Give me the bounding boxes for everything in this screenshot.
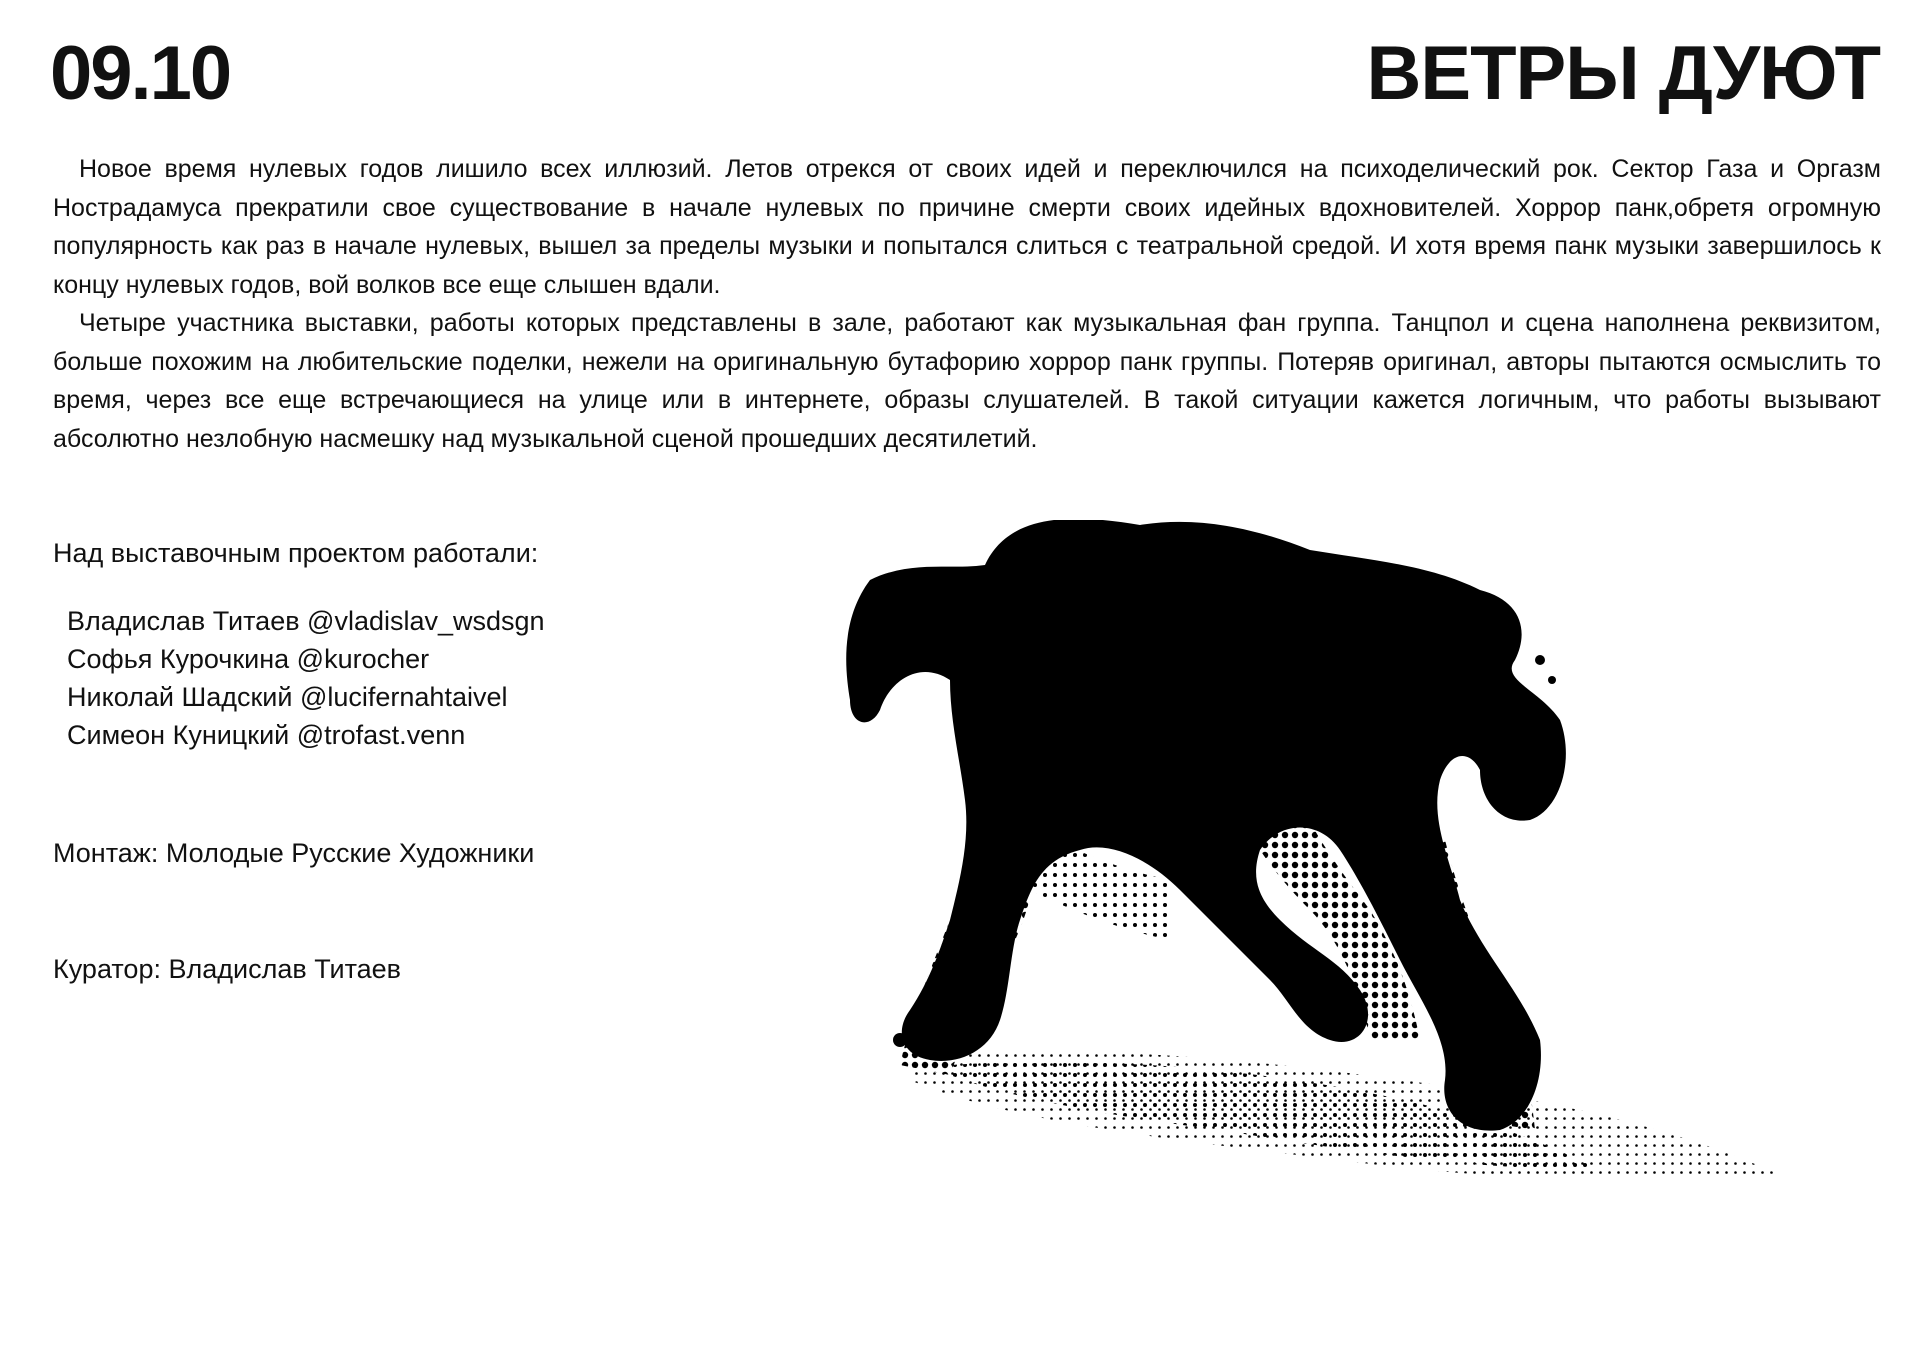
team-member: Владислав Титаев @vladislav_wsdsgn (67, 606, 545, 636)
exhibition-date: 09.10 (50, 31, 231, 116)
curator-credit: Куратор: Владислав Титаев (53, 954, 402, 984)
team-list (67, 602, 693, 754)
team-member: Симеон Куницкий @trofast.venn (67, 720, 466, 750)
team-member: Софья Курочкина @kurocher (67, 644, 430, 674)
halftone-wolf-image (840, 520, 1800, 1240)
credits-block (53, 534, 693, 988)
halftone-wolf-icon (840, 520, 1800, 1240)
credits-heading: Над выставочным проектом работали: (53, 538, 539, 568)
montage-credit: Монтаж: Молодые Русские Художники (53, 838, 535, 868)
exhibition-title: ВЕТРЫ ДУЮТ (1366, 31, 1880, 116)
intro-text (53, 150, 1881, 458)
intro-paragraph-1: Новое время нулевых годов лишило всех иллюзий. Летов отрекся от своих идей и переключился на психоделический рок. Сектор Газа и Оргазм Нострадамуса прекратили свое существование в начале нулевых по причине смерти своих идейных вдохновителей. Хоррор панк,обретя огромную популярность как раз в начале нулевых, вышел за пределы музыки и попытался слиться с театральной средой. И хотя время панк музыки завершилось к концу нулевых годов, вой волков все еще слышен вдали. (53, 155, 1881, 299)
team-member: Николай Шадский @lucifernahtaivel (67, 682, 508, 712)
intro-paragraph-2: Четыре участника выставки, работы которых представлены в зале, работают как музыкальная фан группа. Танцпол и сцена наполнена реквизитом, больше похожим на любительские поделки, нежели на оригинальную бутафорию хоррор панк группы. Потеряв оригинал, авторы пытаются осмыслить то время, через все еще встречающиеся на улице или в интернете, образы слушателей. В такой ситуации кажется логичным, что работы вызывают абсолютно незлобную насмешку над музыкальной сценой прошедших десятилетий. (53, 309, 1881, 453)
